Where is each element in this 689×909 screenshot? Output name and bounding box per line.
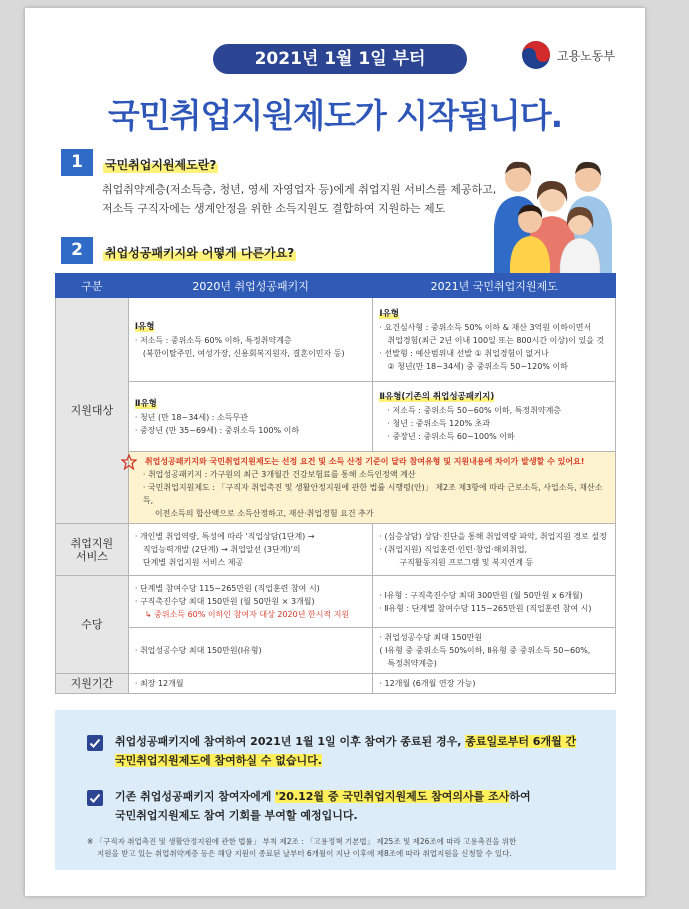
table-row bbox=[56, 382, 616, 452]
new-type1-line: · 요건심사형 : 중위소득 50% 이하 & 재산 3억원 이하이면서 bbox=[379, 322, 592, 332]
info-item-1-highlight: 종료일로부터 6개월 간 bbox=[465, 735, 577, 748]
footnote-line: ※ 「구직자 취업촉진 및 생활안정지원에 관한 법률」 부칙 제2조 : 「고용정책 기본법」 제25조 및 제26조에 따라 고용촉진을 위한 bbox=[87, 837, 517, 846]
section-2-heading: 취업성공패키지와 어떻게 다른가요? bbox=[105, 246, 295, 260]
ministry-name: 고용노동부 bbox=[557, 48, 615, 63]
section-1-number: 1 bbox=[61, 149, 93, 176]
arrow-icon: ↳ bbox=[144, 610, 155, 619]
note-line: · 국민취업지원제도 : 「구직자 취업촉진 및 생활안정지원에 관한 법률 시행령(안)」 제2조 제3항에 따라 근로소득, 사업소득, 재산소득, bbox=[142, 483, 603, 505]
table-row bbox=[56, 452, 616, 524]
old-allowance-line: · 단계별 참여수당 115~265만원 (직업훈련 참여 시) bbox=[134, 584, 320, 593]
old-type2-line: · 중장년 (만 35~69세) : 중위소득 100% 이하 bbox=[134, 425, 300, 435]
section-1-line: 취업취약계층(저소득층, 청년, 영세 자영업자 등)에게 취업지원 서비스를 제공하고, bbox=[102, 183, 497, 196]
row-label-allowance: 수당 bbox=[56, 576, 129, 674]
section-1-body bbox=[102, 180, 496, 218]
table-row bbox=[56, 298, 616, 382]
info-item-2-text-end: 하여 bbox=[509, 790, 531, 803]
old-type1-tag: Ⅰ유형 bbox=[134, 321, 155, 332]
old-type1-cell bbox=[128, 298, 373, 382]
note-line: · 취업성공패키지 : 가구원의 최근 3개월간 건강보험료를 통해 소득인정액 계산 bbox=[142, 470, 416, 479]
old-type2-tag: Ⅱ유형 bbox=[134, 398, 157, 409]
footnote bbox=[87, 836, 607, 860]
new-type2-line: · 저소득 : 중위소득 50~60% 이하, 특정취약계층 bbox=[387, 406, 562, 415]
table-header-category: 구분 bbox=[56, 274, 129, 298]
new-success-line: · 취업성공수당 최대 150만원 bbox=[379, 633, 483, 642]
new-type1-cell bbox=[373, 298, 616, 382]
old-period-cell: · 최장 12개월 bbox=[128, 674, 373, 694]
new-type2-cell bbox=[373, 382, 616, 452]
table-row bbox=[56, 628, 616, 674]
check-icon bbox=[87, 735, 103, 751]
info-item-2-line-2: 국민취업지원제도 참여 기회를 부여할 예정입니다. bbox=[115, 809, 358, 822]
info-item-1-highlight-2: 국민취업지원제도에 참여하실 수 없습니다. bbox=[115, 754, 322, 767]
row-label-period: 지원기간 bbox=[56, 674, 129, 694]
check-icon bbox=[87, 790, 103, 806]
old-service-line: 직업능력개발 (2단계) → 취업알선 (3단계)'의 bbox=[142, 545, 301, 554]
old-allowance-cell bbox=[128, 576, 373, 628]
section-1-line: 저소득 구직자에는 생계안정을 위한 소득지원도 결합하여 지원하는 제도 bbox=[102, 202, 446, 215]
row-label-service-line: 서비스 bbox=[75, 549, 108, 563]
new-service-cell bbox=[373, 524, 616, 576]
new-type2-line: · 청년 : 중위소득 120% 초과 bbox=[387, 419, 491, 428]
table-row bbox=[56, 674, 616, 694]
info-item-2-highlight: '20.12월 중 국민취업지원제도 참여의사를 조사 bbox=[275, 790, 510, 803]
info-item-2-text: 기존 취업성공패키지 참여자에게 bbox=[115, 790, 276, 803]
old-allowance-line: · 구직촉진수당 최대 150만원 (월 50만원 × 3개월) bbox=[134, 597, 315, 606]
old-service-cell bbox=[128, 524, 373, 576]
old-service-line: 단계별 취업지원 서비스 제공 bbox=[142, 558, 244, 567]
eligibility-note bbox=[128, 452, 615, 524]
new-type1-line: 취업경험(최근 2년 이내 100일 또는 800시간 이상)이 있을 것 bbox=[387, 335, 605, 345]
date-pill: 2021년 1월 1일 부터 bbox=[213, 44, 467, 74]
info-item-1 bbox=[115, 732, 576, 770]
info-item-1-text: 취업성공패키지에 참여하여 2021년 1월 1일 이후 참여가 종료된 경우, bbox=[115, 735, 466, 748]
old-type2-line: · 청년 (만 18~34세) : 소득무관 bbox=[134, 412, 248, 422]
table-row bbox=[56, 576, 616, 628]
table-row bbox=[56, 524, 616, 576]
old-type1-line: (북한이탈주민, 여성가장, 신용회복지원자, 결혼이민자 등) bbox=[142, 348, 345, 358]
new-allowance-line: · Ⅱ유형 : 단계별 참여수당 115~265만원 (직업훈련 참여 시) bbox=[379, 603, 592, 613]
table-header-2021: 2021년 국민취업지원제도 bbox=[373, 274, 616, 298]
new-success-line: ( Ⅰ유형 중 중위소득 50%이하, Ⅱ유형 중 중위소득 50~60%, bbox=[379, 646, 591, 655]
comparison-table bbox=[55, 273, 616, 694]
row-label-service bbox=[56, 524, 129, 576]
ministry-logo bbox=[521, 40, 615, 70]
old-service-line: · 개인별 취업역량, 특성에 따라 '직업상담(1단계) → bbox=[134, 532, 315, 541]
old-allowance-red-note: 중위소득 60% 이하인 참여자 대상 2020년 한시적 지원 bbox=[154, 610, 350, 619]
people-illustration-icon bbox=[488, 156, 618, 278]
new-type1-line: · 선발형 : 예산범위내 선발 ① 취업경험이 없거나 bbox=[379, 348, 549, 358]
new-service-line: 구직활동지원 프로그램 및 복지연계 등 bbox=[399, 558, 534, 567]
new-success-line: 특정취약계층) bbox=[387, 659, 437, 668]
new-service-line: · (취업지원) 직업훈련·인턴·창업·해외취업, bbox=[379, 545, 528, 554]
section-2-number: 2 bbox=[61, 237, 93, 264]
note-title: 취업성공패키지와 국민취업지원제도는 선정 요건 및 소득 산정 기준이 달라 참여유형 및 지원내용에 차이가 발생할 수 있어요! bbox=[144, 457, 585, 466]
old-type1-line: · 저소득 : 중위소득 60% 이하, 특정취약계층 bbox=[134, 335, 292, 345]
row-label-service-line: 취업지원 bbox=[70, 536, 114, 550]
new-service-line: · (심층상담) 상담·진단을 통해 취업역량 파악, 취업지원 경로 설정 bbox=[379, 532, 607, 541]
new-type1-tag: Ⅰ유형 bbox=[379, 308, 399, 319]
new-allowance-cell bbox=[373, 576, 616, 628]
new-allowance-line: · Ⅰ유형 : 구직촉진수당 최대 300만원 (월 50만원 x 6개월) bbox=[379, 590, 583, 600]
info-box bbox=[55, 710, 616, 870]
page-title: 국민취업지원제도가 시작됩니다. bbox=[107, 96, 563, 135]
info-item-2 bbox=[115, 787, 531, 825]
new-success-allowance-cell bbox=[373, 628, 616, 674]
old-type2-cell bbox=[128, 382, 373, 452]
row-label-support-target: 지원대상 bbox=[56, 298, 129, 524]
ministry-logo-icon bbox=[521, 40, 551, 70]
footnote-line: 지원을 받고 있는 취업취약계층 등은 해당 지원이 종료된 날부터 6개월이 지난 이후에 제8조에 따라 취업지원을 신청할 수 있다. bbox=[97, 849, 512, 858]
section-1-heading: 국민취업지원제도란? bbox=[105, 158, 217, 172]
table-header-row bbox=[56, 274, 616, 298]
new-period-cell: · 12개월 (6개월 연장 가능) bbox=[373, 674, 616, 694]
new-type2-line: · 중장년 : 중위소득 60~100% 이하 bbox=[387, 432, 515, 441]
poster-sheet bbox=[25, 8, 645, 896]
new-type2-tag: Ⅱ유형(기존의 취업성공패키지) bbox=[379, 392, 495, 402]
star-icon bbox=[121, 454, 137, 470]
note-line: 이전소득의 합산액으로 소득산정하고, 재산·취업경험 요건 추가 bbox=[154, 509, 374, 518]
old-success-allowance-cell: · 취업성공수당 최대 150만원(Ⅰ유형) bbox=[128, 628, 373, 674]
table-header-2020: 2020년 취업성공패키지 bbox=[128, 274, 373, 298]
new-type1-line: ② 청년(만 18~34세) 중 중위소득 50~120% 이하 bbox=[387, 361, 568, 371]
